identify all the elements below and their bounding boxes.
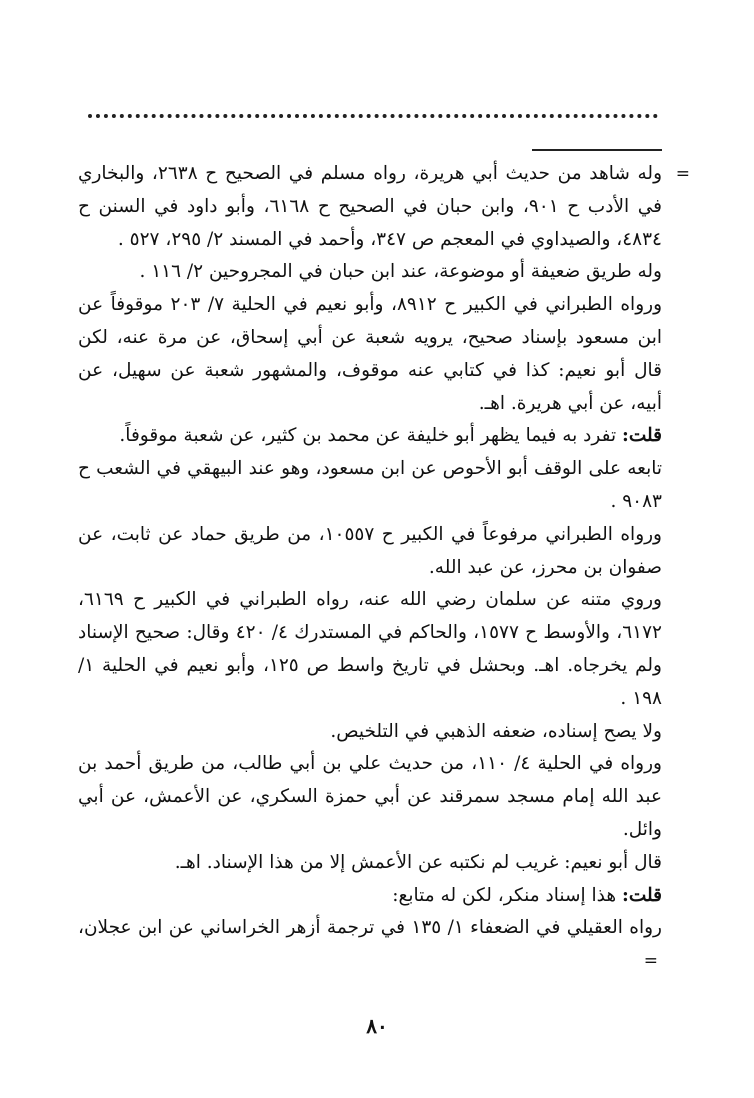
paragraph [78, 289, 662, 420]
paragraph-text: وروي متنه عن سلمان رضي الله عنه، رواه الطبراني في الكبير ح ٦١٦٩، ٦١٧٢، والأوسط ح ١٥٧٧، والحاكم في المستدرك ٤/ ٤٢٠ وقال: صحيح الإسناد ولم يخرجاه. اهـ. وبحشل في تاريخ واسط ص ١٢٥، وأبو نعيم في الحلية ١/ ١٩٨ . [78, 589, 662, 709]
paragraph-text: هذا إسناد منكر، لكن له متابع: [392, 884, 617, 906]
paragraph [78, 880, 662, 913]
paragraph-lead: قلت: [622, 884, 662, 906]
paragraph-lead: قلت: [622, 425, 662, 447]
paragraph [78, 158, 690, 256]
paragraph-text: قال أبو نعيم: غريب لم نكتبه عن الأعمش إلا من هذا الإسناد. اهـ. [174, 851, 662, 873]
paragraph [78, 584, 662, 715]
paragraph-text: ورواه الطبراني في الكبير ح ٨٩١٢، وأبو نعيم في الحلية ٧/ ٢٠٣ موقوفاً عن ابن مسعود بإسناد صحيح، يرويه شعبة عن أبي إسحاق، عن مرة عنه، لكن قال أبو نعيم: كذا في كتابي عنه موقوف، والمشهور شعبة عن سهيل، عن أبيه، عن أبي هريرة. اهـ. [78, 294, 663, 414]
footnote-rule [532, 149, 662, 151]
paragraph [78, 256, 662, 289]
continuation-mark-end: = [643, 951, 658, 972]
paragraph [78, 716, 662, 749]
paragraph [78, 847, 662, 880]
page-number: ٨٠ [366, 1014, 388, 1038]
paragraph-text: وله طريق ضعيفة أو موضوعة، عند ابن حبان في المجروحين ٢/ ١١٦ . [139, 261, 662, 283]
paragraph-text: ورواه في الحلية ٤/ ١١٠، من حديث علي بن أبي طالب، من طريق أحمد بن عبد الله إمام مسجد سمرقند عن أبي حمزة السكري، عن الأعمش، عن أبي وائل. [78, 753, 662, 840]
paragraph [78, 748, 662, 846]
continuation-mark-start: = [675, 164, 690, 184]
paragraph [78, 519, 662, 585]
paragraph-text: تفرد به فيما يظهر أبو خليفة عن محمد بن كثير، عن شعبة موقوفاً. [119, 425, 617, 447]
paragraph [78, 912, 662, 978]
paragraph-text: ولا يصح إسناده، ضعفه الذهبي في التلخيص. [330, 720, 662, 742]
paragraph-text: تابعه على الوقف أبو الأحوص عن ابن مسعود، وهو عند البيهقي في الشعب ح ٩٠٨٣ . [78, 458, 662, 512]
paragraph [78, 420, 662, 453]
footnote-text [78, 158, 690, 978]
paragraph-text: رواه العقيلي في الضعفاء ١/ ١٣٥ في ترجمة أزهر الخراساني عن ابن عجلان، [78, 917, 662, 939]
dotted-separator [88, 114, 658, 118]
paragraph-text: وله شاهد من حديث أبي هريرة، رواه مسلم في الصحيح ح ٢٦٣٨، والبخاري في الأدب ح ٩٠١، وابن حبان في الصحيح ح ٦١٦٨، وأبو داود في السنن ح ٤٨٣٤، والصيداوي في المعجم ص ٣٤٧، وأحمد في المسند ٢/ ٢٩٥، ٥٢٧ . [78, 163, 663, 250]
paragraph-text: ورواه الطبراني مرفوعاً في الكبير ح ١٠٥٥٧، من طريق حماد عن ثابت، عن صفوان بن محرز، عن عبد الله. [78, 523, 662, 578]
paragraph [78, 453, 662, 519]
